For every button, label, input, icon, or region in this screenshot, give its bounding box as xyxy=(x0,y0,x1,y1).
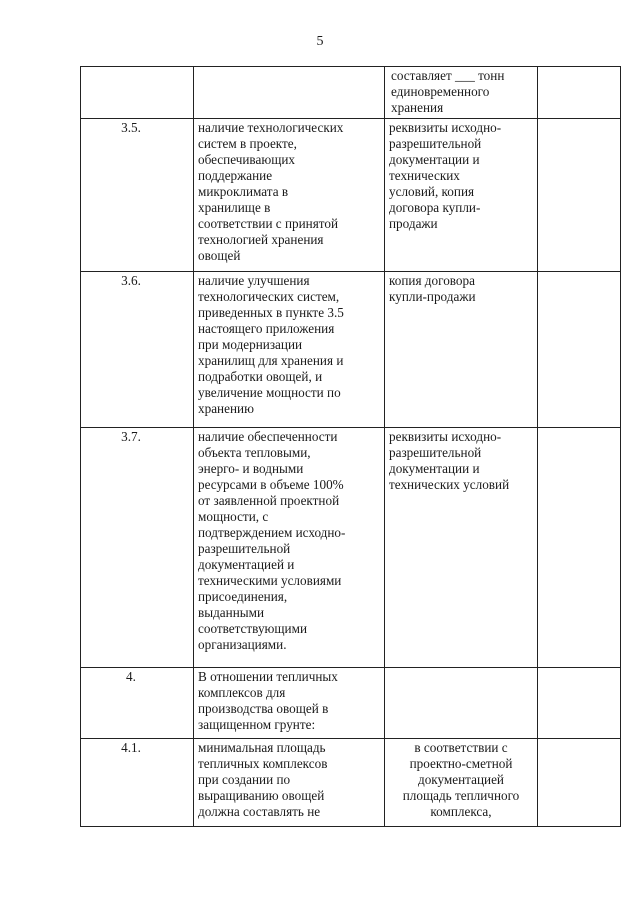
page-number: 5 xyxy=(316,34,324,49)
criterion-cell xyxy=(194,428,385,668)
document-cell xyxy=(385,119,538,272)
extra-cell xyxy=(538,428,621,668)
row-number-cell xyxy=(81,739,194,827)
row-number-cell xyxy=(81,428,194,668)
extra-cell xyxy=(538,668,621,739)
document-cell xyxy=(385,272,538,428)
criterion-cell xyxy=(194,739,385,827)
criterion-cell xyxy=(194,119,385,272)
table-row xyxy=(81,428,621,668)
extra-cell xyxy=(538,272,621,428)
extra-cell xyxy=(538,119,621,272)
criterion-cell xyxy=(194,272,385,428)
criterion-text: наличие улучшения технологических систем, приведенных в пункте 3.5 настоящего приложения при модернизации хранилищ для хранения и подработки овощей, и увеличение мощности по хранению xyxy=(198,273,344,416)
criteria-table xyxy=(80,66,621,827)
document-cell xyxy=(385,428,538,668)
document-cell xyxy=(385,668,538,739)
row-number: 3.5. xyxy=(121,120,141,135)
criterion-text: В отношении тепличных комплексов для производства овощей в защищенном грунте: xyxy=(198,669,338,732)
document-text: составляет ___ тонн единовременного хранения xyxy=(391,68,505,115)
row-number: 4. xyxy=(126,669,136,684)
table-row xyxy=(81,272,621,428)
criterion-text: наличие технологических систем в проекте, обеспечивающих поддержание микроклимата в хранилище в соответствии с принятой технологией хранения овощей xyxy=(198,120,344,263)
document-text: реквизиты исходно- разрешительной документации и технических условий xyxy=(389,429,510,492)
row-number: 3.7. xyxy=(121,429,141,444)
document-text: реквизиты исходно- разрешительной документации и технических условий, копия договора купли- продажи xyxy=(389,120,502,231)
row-number: 4.1. xyxy=(121,740,141,755)
document-cell xyxy=(385,739,538,827)
criterion-text: минимальная площадь тепличных комплексов при создании по выращиванию овощей должна составлять не xyxy=(198,740,328,819)
criterion-cell xyxy=(194,67,385,119)
table-row xyxy=(81,67,621,119)
extra-cell xyxy=(538,67,621,119)
row-number-cell xyxy=(81,668,194,739)
row-number-cell xyxy=(81,67,194,119)
table-row xyxy=(81,668,621,739)
row-number: 3.6. xyxy=(121,273,141,288)
extra-cell xyxy=(538,739,621,827)
criterion-text: наличие обеспеченности объекта тепловыми, энерго- и водными ресурсами в объеме 100% от заявленной проектной мощности, с подтверждением исходно- разрешительной документацией и техническими условиями присоединения, выданными соответствующими организациями. xyxy=(198,429,346,652)
criterion-cell xyxy=(194,668,385,739)
table-row xyxy=(81,119,621,272)
document-text: в соответствии с проектно-сметной документацией площадь тепличного комплекса, xyxy=(402,740,520,819)
document-text: копия договора купли-продажи xyxy=(389,273,476,304)
table-row xyxy=(81,739,621,827)
row-number-cell xyxy=(81,119,194,272)
row-number-cell xyxy=(81,272,194,428)
document-cell xyxy=(385,67,538,119)
